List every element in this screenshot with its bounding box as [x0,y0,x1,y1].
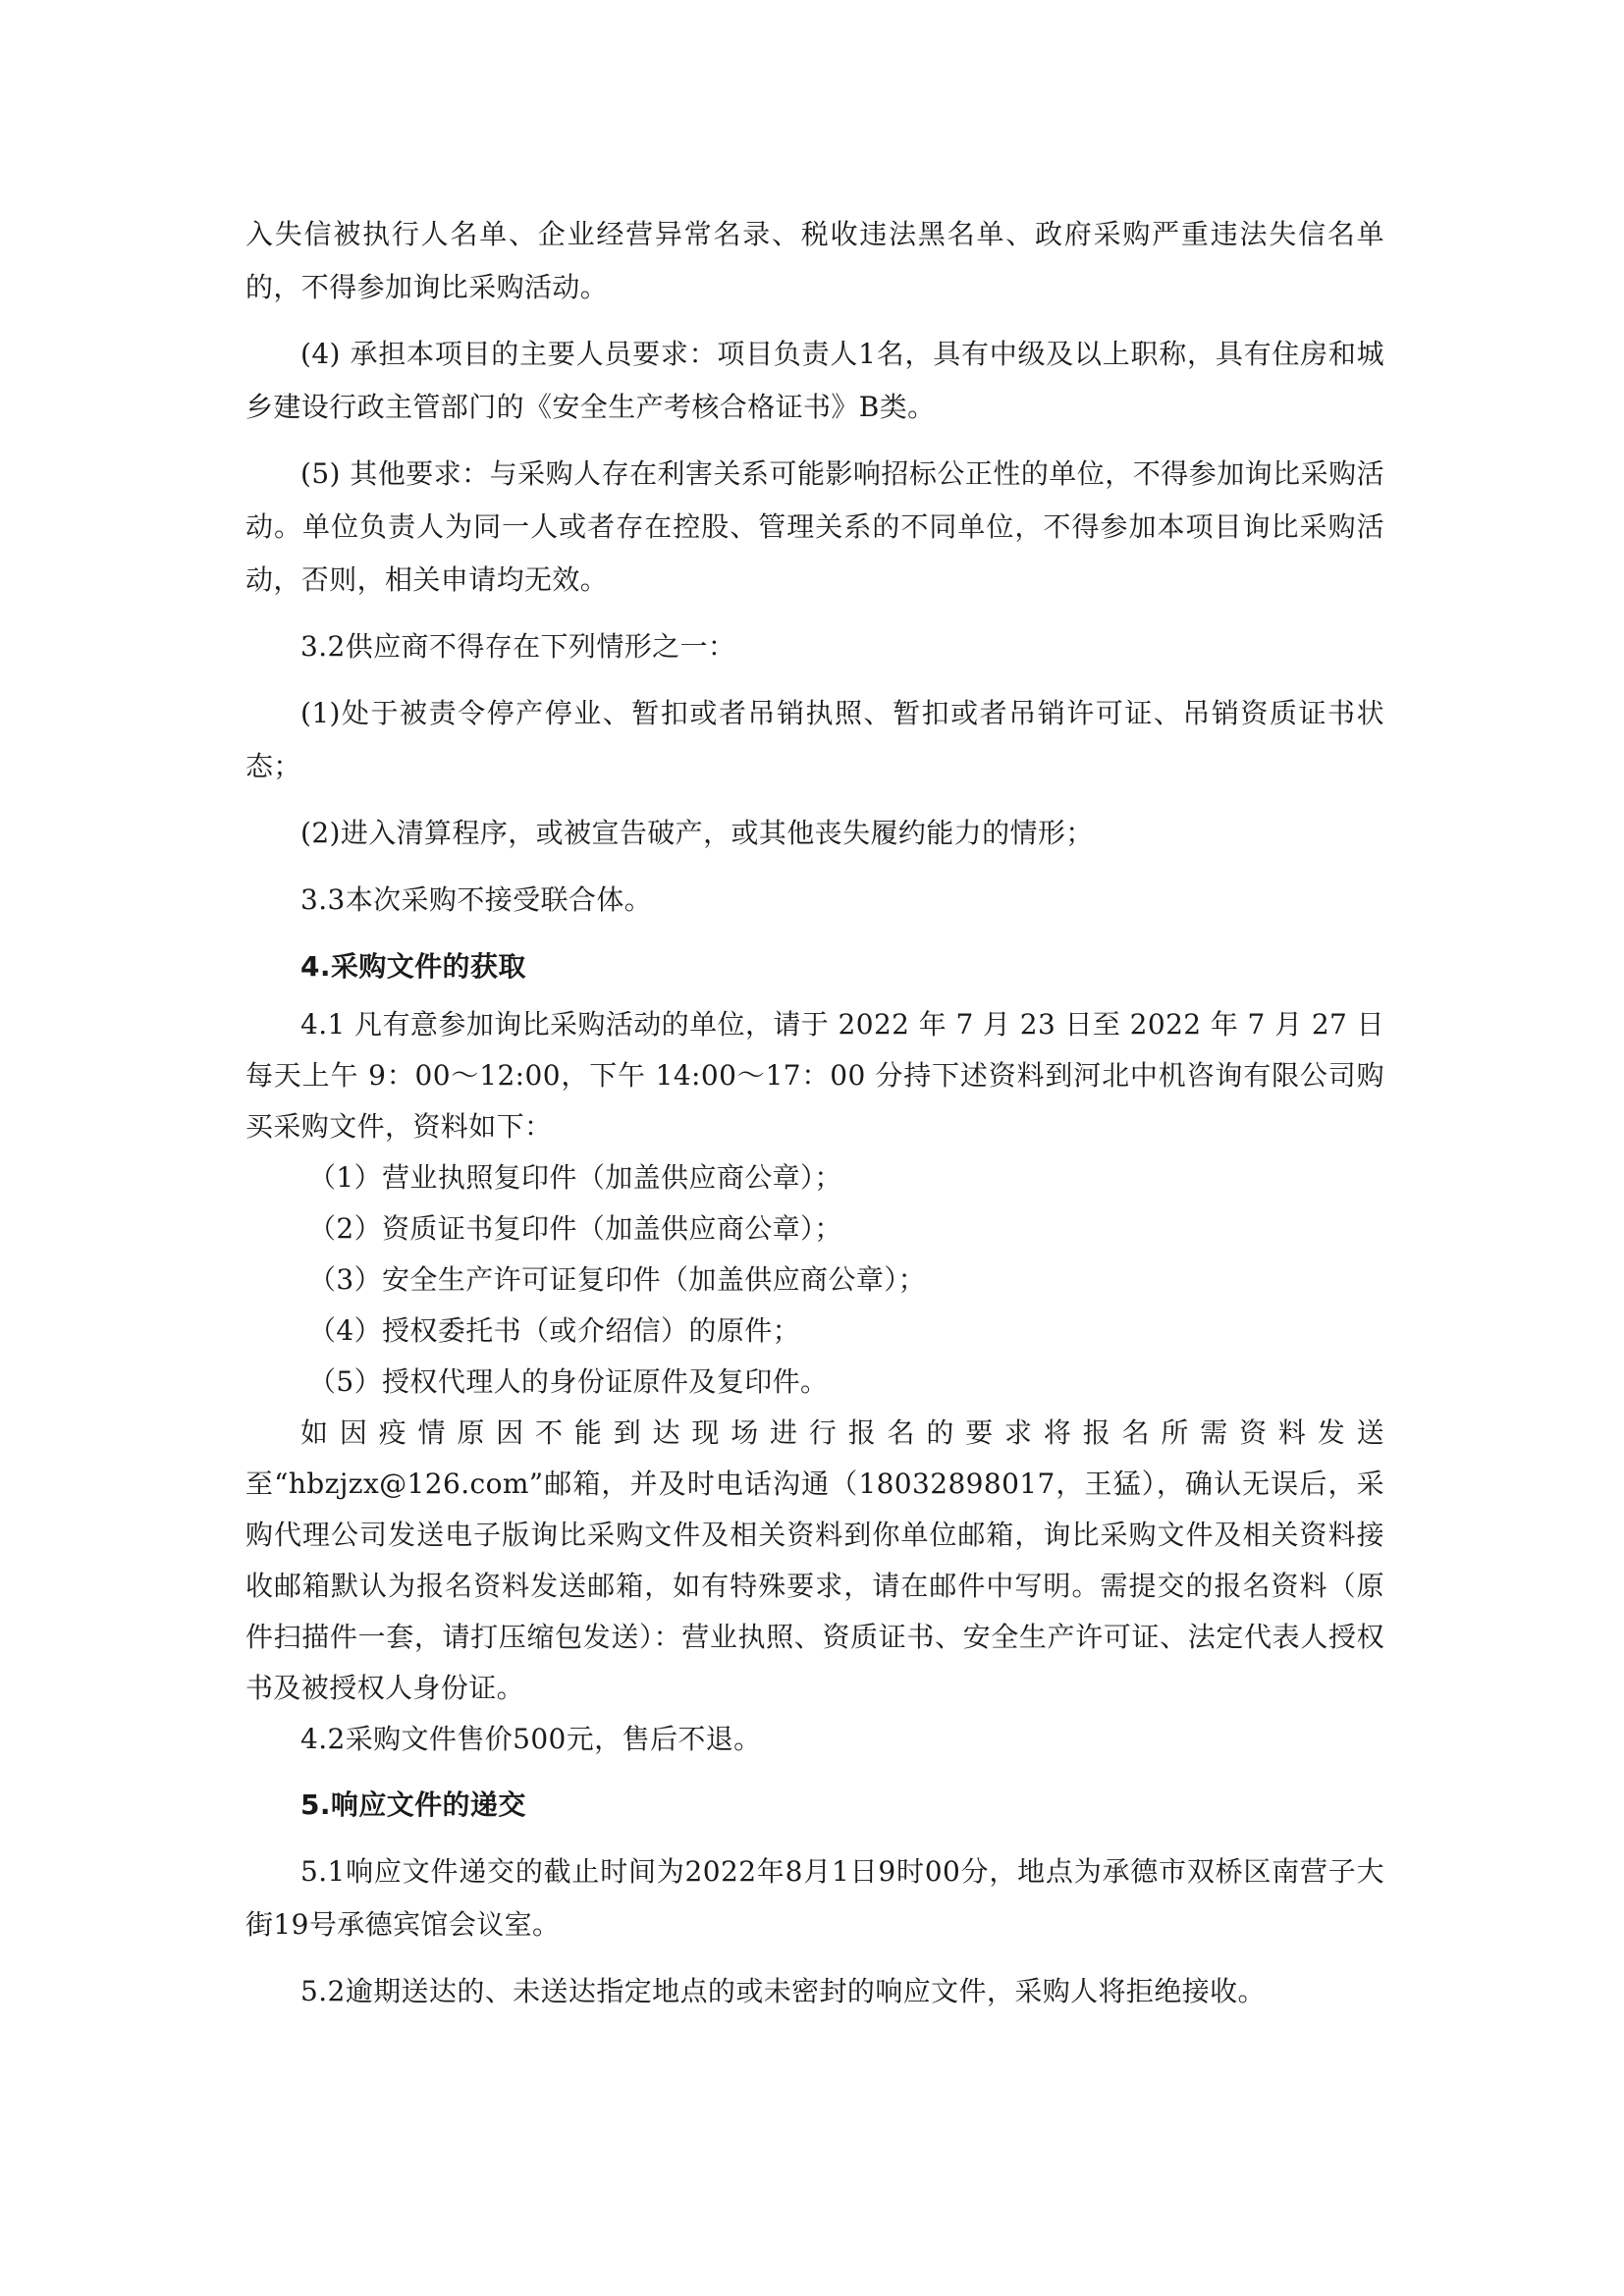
paragraph-5-2: 5.2逾期送达的、未送达指定地点的或未密封的响应文件，采购人将拒绝接收。 [300,1975,1266,2007]
paragraph-3-2-item-2: (2)进入清算程序，或被宣告破产，或其他丧失履约能力的情形； [300,817,1094,849]
paragraph-epidemic-registration: 如因疫情原因不能到达现场进行报名的要求将报名所需资料发送至“hbzjzx@126.com”邮箱，并及时电话沟通（18032898017，王猛），确认无误后，采购代理公司发送电子版询比采购文件及相关资料到你单位邮箱，询比采购文件及相关资料接收邮箱默认为报名资料发送邮箱，如有特殊要求，请在邮件中写明。需提交的报名资料（原件扫描件一套，请打压缩包发送）：营业执照、资质证书、安全生产许可证、法定代表人授权书及被授权人身份证。 [245,1416,1384,1704]
paragraph-3-2: 3.2供应商不得存在下列情形之一： [300,630,736,663]
paragraph-other-requirements: (5) 其他要求：与采购人存在利害关系可能影响招标公正性的单位，不得参加询比采购活动。单位负责人为同一人或者存在控股、管理关系的不同单位，不得参加本项目询比采购活动，否则，相关申请均无效。 [245,457,1384,596]
paragraph-4-2: 4.2采购文件售价500元，售后不退。 [300,1723,762,1755]
paragraph-3-3: 3.3本次采购不接受联合体。 [300,883,653,916]
document-body [245,208,1384,2018]
list-item: （3）安全生产许可证复印件（加盖供应商公章）； [308,1263,927,1296]
paragraph-blacklist-continuation: 入失信被执行人名单、企业经营异常名录、税收违法黑名单、政府采购严重违法失信名单的，不得参加询比采购活动。 [245,218,1384,303]
section-heading-4: 4.采购文件的获取 [300,950,526,983]
paragraph-personnel-requirements: (4) 承担本项目的主要人员要求：项目负责人1名，具有中级及以上职称，具有住房和城乡建设行政主管部门的《安全生产考核合格证书》B类。 [245,338,1384,423]
paragraph-5-1: 5.1响应文件递交的截止时间为2022年8月1日9时00分，地点为承德市双桥区南营子大街19号承德宾馆会议室。 [245,1855,1384,1941]
paragraph-3-2-item-1: (1)处于被责令停产停业、暂扣或者吊销执照、暂扣或者吊销许可证、吊销资质证书状态； [245,697,1384,782]
list-item: （2）资质证书复印件（加盖供应商公章）； [308,1212,842,1245]
list-item: （1）营业执照复印件（加盖供应商公章）； [308,1161,842,1194]
required-documents-list [245,1152,1384,1408]
section-heading-5: 5.响应文件的递交 [300,1789,526,1821]
paragraph-4-1: 4.1 凡有意参加询比采购活动的单位，请于 2022 年 7 月 23 日至 2022 年 7 月 27 日每天上午 9：00～12:00，下午 14:00～17：00 分持下述资料到河北中机咨询有限公司购买采购文件，资料如下： [245,1008,1384,1143]
list-item: （4）授权委托书（或介绍信）的原件； [308,1314,801,1347]
list-item: （5）授权代理人的身份证原件及复印件。 [308,1365,829,1398]
